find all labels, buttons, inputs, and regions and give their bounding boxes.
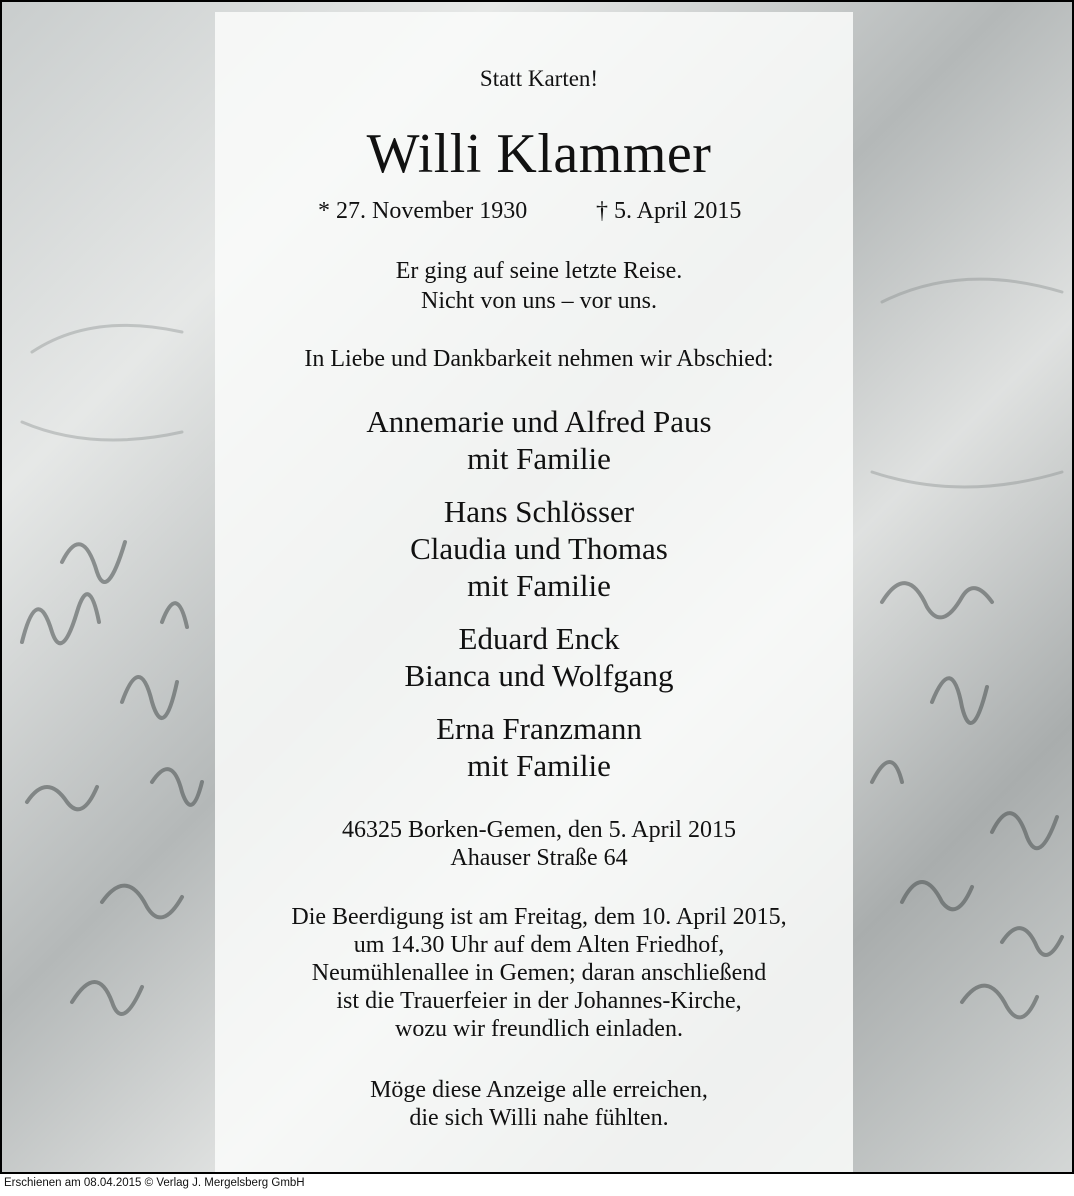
mourner-line: mit Familie — [467, 748, 611, 783]
verse-line: Er ging auf seine letzte Reise. — [395, 258, 683, 284]
mourner-line: Bianca und Wolfgang — [404, 658, 674, 693]
closing-line: die sich Willi nahe fühlten. — [409, 1105, 669, 1131]
mourner-line: mit Familie — [467, 568, 611, 603]
mourner-line: Claudia und Thomas — [410, 531, 668, 566]
verse-line: Nicht von uns – vor uns. — [421, 288, 657, 314]
mourner-line: mit Familie — [467, 441, 611, 476]
mourner-line: Eduard Enck — [458, 621, 620, 656]
birth-date: * 27. November 1930 — [318, 198, 528, 224]
address-line: 46325 Borken-Gemen, den 5. April 2015 — [342, 817, 736, 843]
deceased-name: Willi Klammer — [366, 123, 712, 185]
address-line: Ahauser Straße 64 — [450, 845, 628, 871]
funeral-line: Neumühlenallee in Gemen; daran anschließend — [311, 960, 767, 986]
closing-line: Möge diese Anzeige alle erreichen, — [370, 1077, 708, 1103]
farewell-text: In Liebe und Dankbarkeit nehmen wir Abschied: — [304, 346, 774, 372]
funeral-line: Die Beerdigung ist am Freitag, dem 10. April 2015, — [291, 904, 787, 930]
death-date: † 5. April 2015 — [596, 198, 742, 224]
funeral-line: um 14.30 Uhr auf dem Alten Friedhof, — [353, 932, 725, 958]
mourner-line: Annemarie und Alfred Paus — [366, 404, 712, 439]
mourner-line: Hans Schlösser — [443, 494, 635, 529]
funeral-line: ist die Trauerfeier in der Johannes-Kirche, — [336, 988, 742, 1014]
mourner-line: Erna Franzmann — [436, 711, 642, 746]
funeral-line: wozu wir freundlich einladen. — [395, 1016, 683, 1042]
publication-footer: Erschienen am 08.04.2015 © Verlag J. Mergelsberg GmbH — [4, 1177, 305, 1189]
header-text: Statt Karten! — [479, 66, 599, 91]
